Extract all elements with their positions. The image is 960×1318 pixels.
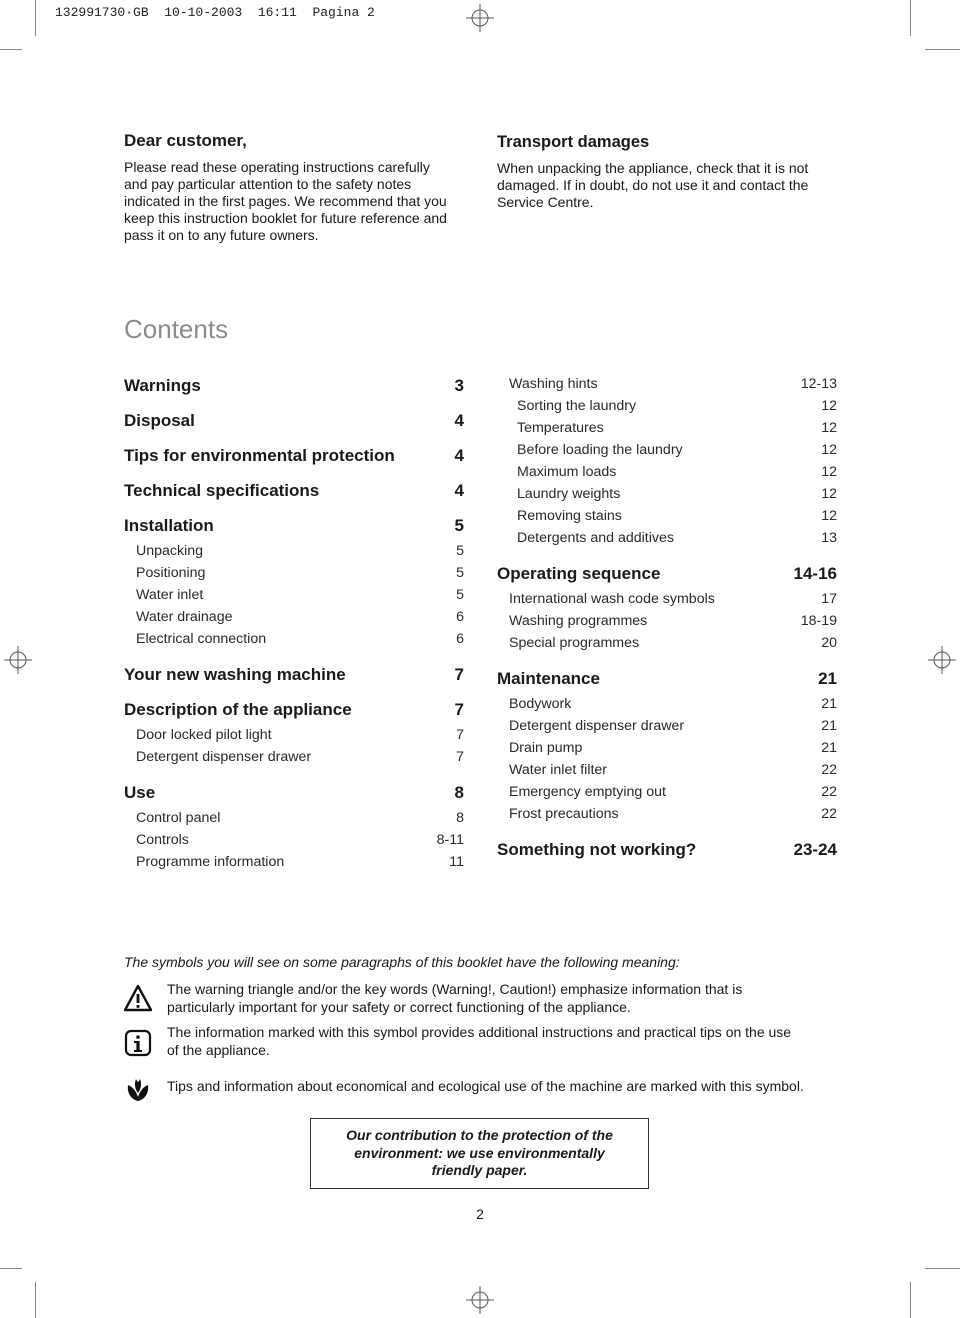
toc-entry: [497, 508, 837, 530]
toc-entry-page: 3: [454, 376, 464, 395]
toc-entry: [124, 516, 464, 542]
toc-entry-label: Installation: [124, 516, 214, 535]
toc-entry: [497, 840, 837, 866]
toc-entry-label: Door locked pilot light: [136, 727, 272, 743]
toc-entry-page: 21: [821, 740, 837, 756]
transport-line: damaged. If in doubt, do not use it and contact the: [497, 177, 809, 193]
symbol-text-line: of the appliance.: [167, 1042, 270, 1058]
toc-entry-label: Positioning: [136, 565, 206, 581]
toc-entry-label: Before loading the laundry: [517, 442, 683, 458]
crop-mark: [910, 0, 911, 36]
toc-entry-label: Emergency emptying out: [509, 784, 666, 800]
toc-entry: [497, 806, 837, 828]
registration-mark-right: [928, 646, 956, 674]
toc-entry-page: 12: [821, 420, 837, 436]
toc-entry: [124, 832, 464, 854]
toc-entry-page: 12: [821, 442, 837, 458]
toc-entry-page: 6: [456, 609, 464, 625]
toc-entry-page: 8: [456, 810, 464, 826]
crop-mark: [925, 1268, 960, 1269]
transport-line: When unpacking the appliance, check that it is not: [497, 160, 809, 176]
toc-entry-page: 5: [454, 516, 464, 535]
symbol-text: [167, 980, 837, 1016]
toc-entry-page: 22: [821, 784, 837, 800]
toc-entry: [497, 564, 837, 590]
toc-entry-label: Water drainage: [136, 609, 233, 625]
toc-entry: [124, 565, 464, 587]
print-header: 132991730·GB 10-10-2003 16:11 Pagina 2: [55, 5, 375, 20]
toc-entry-label: Warnings: [124, 376, 201, 395]
crop-mark: [0, 1268, 22, 1269]
intro-line: Please read these operating instructions carefully: [124, 159, 430, 175]
toc-entry-label: Special programmes: [509, 635, 640, 651]
toc-entry-page: 7: [454, 700, 464, 719]
toc-entry-label: Bodywork: [509, 696, 572, 712]
toc-entry: [124, 481, 464, 507]
toc-entry: [497, 635, 837, 657]
toc-entry-label: Sorting the laundry: [517, 398, 637, 414]
toc-entry: [497, 613, 837, 635]
toc-entry-page: 7: [454, 665, 464, 684]
toc-left-column: [124, 376, 464, 876]
toc-entry-page: 12: [821, 486, 837, 502]
toc-entry: [497, 398, 837, 420]
toc-entry: [497, 762, 837, 784]
intro-line: keep this instruction booklet for future reference and: [124, 210, 447, 226]
registration-mark-left: [4, 646, 32, 674]
toc-entry-label: Disposal: [124, 411, 195, 430]
toc-entry: [497, 530, 837, 552]
toc-entry-page: 8-11: [436, 832, 464, 848]
toc-entry: [124, 854, 464, 876]
crop-mark: [35, 1282, 36, 1318]
transport-line: Service Centre.: [497, 194, 594, 210]
toc-entry-page: 21: [821, 718, 837, 734]
toc-entry-label: Detergent dispenser drawer: [136, 749, 312, 765]
toc-entry: [124, 749, 464, 771]
intro-line: and pay particular attention to the safety notes: [124, 176, 412, 192]
toc-entry-label: Frost precautions: [509, 806, 619, 822]
toc-entry-page: 5: [456, 587, 464, 603]
toc-entry: [124, 609, 464, 631]
toc-entry-label: Laundry weights: [517, 486, 621, 502]
crop-mark: [925, 49, 960, 50]
toc-entry-label: Detergent dispenser drawer: [509, 718, 685, 734]
symbol-text: [167, 1023, 837, 1059]
toc-entry-label: Use: [124, 783, 156, 802]
toc-entry-label: Tips for environmental protection: [124, 446, 395, 465]
toc-entry: [497, 420, 837, 442]
toc-entry-label: Washing programmes: [509, 613, 648, 629]
contents-title: Contents: [124, 314, 229, 344]
toc-entry: [497, 718, 837, 740]
eco-notice-line: environment: we use environmentally: [354, 1144, 605, 1161]
intro-line: pass it on to any future owners.: [124, 227, 319, 243]
toc-entry-label: Maximum loads: [517, 464, 617, 480]
eco-notice-line: Our contribution to the protection of the: [346, 1127, 613, 1144]
toc-entry-page: 23-24: [793, 840, 837, 859]
eco-flower-icon: [124, 1075, 152, 1103]
toc-entry: [124, 783, 464, 809]
toc-entry-label: Your new washing machine: [124, 665, 346, 684]
toc-entry-label: Removing stains: [517, 508, 622, 524]
toc-entry-page: 5: [456, 565, 464, 581]
eco-notice-line: friendly paper.: [431, 1162, 528, 1179]
toc-entry-page: 12: [821, 398, 837, 414]
toc-entry-page: 17: [821, 591, 837, 607]
symbol-text-line: The warning triangle and/or the key words (Warning!, Caution!) emphasize information that is: [167, 981, 743, 997]
toc-entry-label: Technical specifications: [124, 481, 320, 500]
toc-entry: [497, 696, 837, 718]
transport-title: Transport damages: [497, 133, 650, 151]
transport-body: [497, 160, 842, 211]
registration-mark-bottom: [466, 1286, 494, 1314]
toc-entry-page: 8: [454, 783, 464, 802]
toc-entry: [124, 587, 464, 609]
toc-entry: [497, 669, 837, 695]
toc-entry-label: Temperatures: [517, 420, 604, 436]
toc-entry-label: Operating sequence: [497, 564, 661, 583]
toc-entry: [497, 464, 837, 486]
info-icon: [124, 1029, 152, 1057]
toc-entry-page: 6: [456, 631, 464, 647]
toc-entry: [124, 446, 464, 472]
toc-entry: [124, 631, 464, 653]
toc-entry: [124, 411, 464, 437]
toc-entry-label: Programme information: [136, 854, 285, 870]
toc-entry-page: 21: [821, 696, 837, 712]
toc-entry-label: Control panel: [136, 810, 221, 826]
toc-entry-label: Water inlet: [136, 587, 204, 603]
crop-mark: [35, 0, 36, 36]
toc-entry: [497, 486, 837, 508]
symbols-intro: The symbols you will see on some paragraphs of this booklet have the following meaning:: [124, 954, 680, 970]
toc-entry: [497, 376, 837, 398]
toc-entry: [497, 784, 837, 806]
crop-mark: [910, 1282, 911, 1318]
toc-entry: [124, 376, 464, 402]
toc-entry-label: Description of the appliance: [124, 700, 352, 719]
toc-entry-page: 13: [821, 530, 837, 546]
toc-entry-page: 4: [454, 411, 464, 430]
toc-entry: [124, 700, 464, 726]
toc-entry-page: 4: [454, 481, 464, 500]
toc-entry-label: Something not working?: [497, 840, 697, 859]
toc-entry-page: 21: [818, 669, 837, 688]
toc-entry-page: 12-13: [800, 376, 837, 392]
warning-triangle-icon: [124, 984, 152, 1012]
symbol-text-line: particularly important for your safety or correct functioning of the appliance.: [167, 999, 631, 1015]
toc-entry: [497, 442, 837, 464]
toc-entry-page: 22: [821, 762, 837, 778]
toc-entry-page: 20: [821, 635, 837, 651]
toc-right-column: [497, 376, 837, 867]
toc-entry: [497, 740, 837, 762]
toc-entry-label: Washing hints: [509, 376, 598, 392]
toc-entry-label: Maintenance: [497, 669, 600, 688]
toc-entry-page: 12: [821, 508, 837, 524]
toc-entry-page: 4: [454, 446, 464, 465]
toc-entry-page: 12: [821, 464, 837, 480]
toc-entry-label: Electrical connection: [136, 631, 267, 647]
toc-entry: [124, 727, 464, 749]
toc-entry-page: 7: [456, 749, 464, 765]
toc-entry-label: Unpacking: [136, 543, 204, 559]
toc-entry-label: Controls: [136, 832, 189, 848]
toc-entry-label: Detergents and additives: [517, 530, 674, 546]
toc-entry: [124, 543, 464, 565]
toc-entry-page: 18-19: [800, 613, 837, 629]
intro-title: Dear customer,: [124, 131, 247, 150]
toc-entry-label: Water inlet filter: [509, 762, 608, 778]
symbol-text-line: The information marked with this symbol provides additional instructions and practical tips on the use: [167, 1024, 792, 1040]
crop-mark: [0, 49, 22, 50]
registration-mark-top: [466, 4, 494, 32]
toc-entry: [497, 591, 837, 613]
toc-entry-page: 14-16: [793, 564, 837, 583]
intro-body: [124, 159, 469, 244]
toc-entry-label: Drain pump: [509, 740, 583, 756]
toc-entry-page: 7: [456, 727, 464, 743]
toc-entry: [124, 665, 464, 691]
page-number: 2: [476, 1206, 484, 1222]
toc-entry-page: 11: [449, 854, 464, 870]
toc-entry-page: 22: [821, 806, 837, 822]
toc-entry-label: International wash code symbols: [509, 591, 715, 607]
toc-entry: [124, 810, 464, 832]
symbol-text: [167, 1077, 837, 1095]
eco-paper-notice: [310, 1118, 649, 1189]
symbol-text-line: Tips and information about economical and ecological use of the machine are marked with this symbol.: [167, 1078, 804, 1094]
intro-line: indicated in the first pages. We recommend that you: [124, 193, 447, 209]
toc-entry-page: 5: [456, 543, 464, 559]
